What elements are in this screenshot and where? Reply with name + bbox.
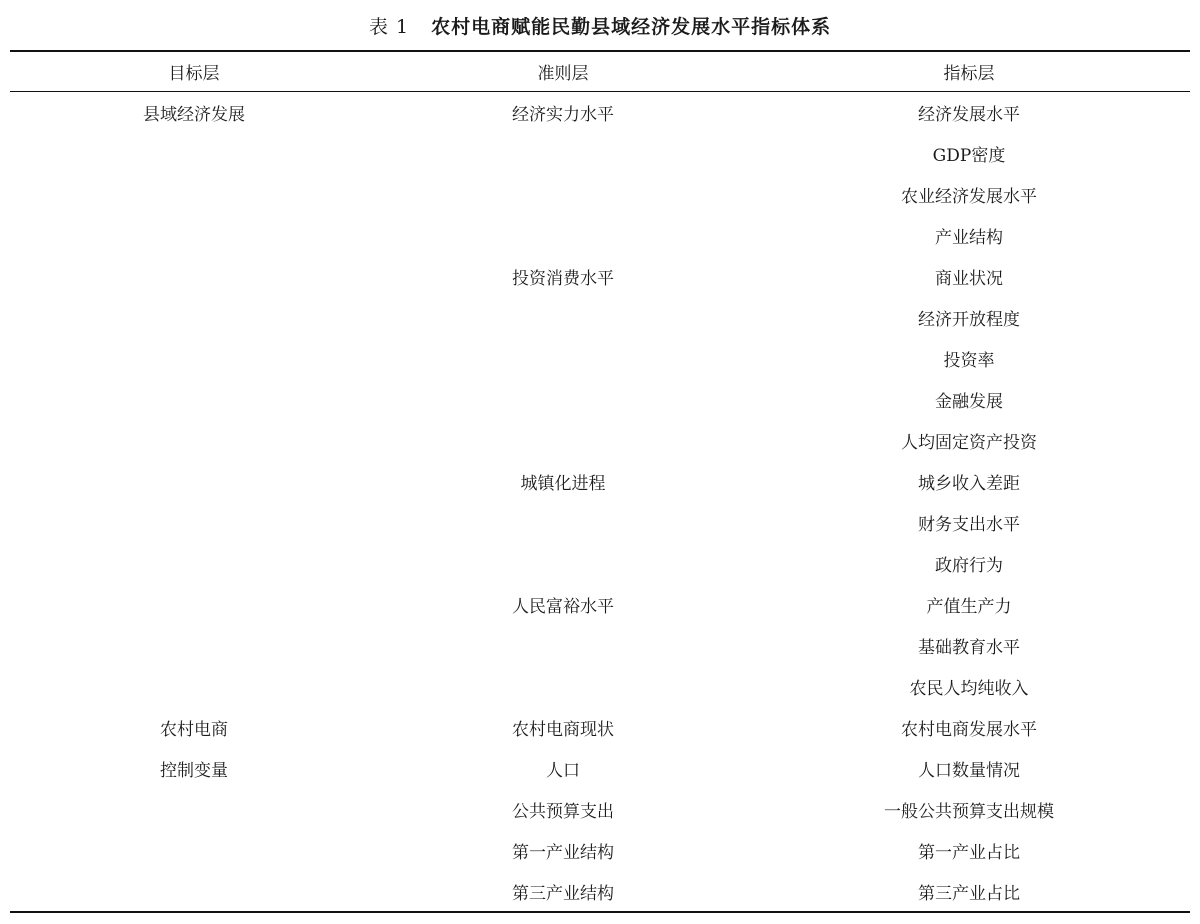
table-row <box>10 666 1190 707</box>
header-target-layer: 目标层 <box>168 64 220 84</box>
indicator-layer-cell: 第一产业占比 <box>918 843 1020 863</box>
target-layer-cell <box>10 502 378 543</box>
indicator-layer-cell: 政府行为 <box>935 556 1003 576</box>
target-layer-cell <box>10 215 378 256</box>
table-row <box>10 707 1190 748</box>
table-row <box>10 625 1190 666</box>
table-row <box>10 543 1190 584</box>
criteria-layer-cell: 经济实力水平 <box>512 105 614 125</box>
table-row <box>10 584 1190 625</box>
table-title: 农村电商赋能民勤县域经济发展水平指标体系 <box>431 16 832 38</box>
table-row <box>10 871 1190 912</box>
indicator-layer-cell: 金融发展 <box>935 392 1003 412</box>
table-row <box>10 256 1190 297</box>
table-row <box>10 379 1190 420</box>
criteria-layer-cell: 第一产业结构 <box>512 843 614 863</box>
indicator-layer-cell: 产值生产力 <box>926 597 1012 617</box>
target-layer-cell: 控制变量 <box>160 761 228 781</box>
criteria-layer-cell <box>378 215 748 256</box>
table-row <box>10 338 1190 379</box>
criteria-layer-cell <box>378 297 748 338</box>
indicator-layer-cell: 人均固定资产投资 <box>901 433 1037 453</box>
target-layer-cell <box>10 297 378 338</box>
criteria-layer-cell: 农村电商现状 <box>512 720 614 740</box>
target-layer-cell <box>10 584 378 625</box>
indicator-layer-cell: 商业状况 <box>935 269 1003 289</box>
criteria-layer-cell <box>378 338 748 379</box>
target-layer-cell: 县域经济发展 <box>143 105 245 125</box>
indicator-layer-cell: 财务支出水平 <box>918 515 1020 535</box>
indicator-layer-cell: 经济开放程度 <box>918 310 1020 330</box>
criteria-layer-cell <box>378 174 748 215</box>
criteria-layer-cell <box>378 543 748 584</box>
target-layer-cell <box>10 174 378 215</box>
criteria-layer-cell: 城镇化进程 <box>520 474 606 494</box>
criteria-layer-cell: 公共预算支出 <box>512 802 614 822</box>
criteria-layer-cell <box>378 502 748 543</box>
target-layer-cell <box>10 461 378 502</box>
criteria-layer-cell: 人口 <box>546 761 580 781</box>
criteria-layer-cell <box>378 625 748 666</box>
indicator-layer-cell: 经济发展水平 <box>918 105 1020 125</box>
indicator-layer-cell: 第三产业占比 <box>918 884 1020 904</box>
target-layer-cell <box>10 256 378 297</box>
table-row <box>10 420 1190 461</box>
indicator-layer-cell: 投资率 <box>943 351 995 371</box>
target-layer-cell <box>10 420 378 461</box>
indicator-layer-cell: 一般公共预算支出规模 <box>884 802 1054 822</box>
table-row <box>10 92 1190 133</box>
target-layer-cell <box>10 338 378 379</box>
header-criteria-layer: 准则层 <box>537 64 589 84</box>
criteria-layer-cell: 投资消费水平 <box>512 269 614 289</box>
table-row <box>10 502 1190 543</box>
indicator-layer-cell: GDP密度 <box>932 146 1006 166</box>
indicator-layer-cell: 农村电商发展水平 <box>901 720 1037 740</box>
target-layer-cell <box>10 871 378 912</box>
target-layer-cell <box>10 543 378 584</box>
indicator-layer-cell: 农业经济发展水平 <box>901 187 1037 207</box>
indicator-layer-cell: 基础教育水平 <box>918 638 1020 658</box>
table-bottom-rule <box>10 911 1190 913</box>
table-row <box>10 297 1190 338</box>
indicator-layer-cell: 农民人均纯收入 <box>909 679 1029 699</box>
criteria-layer-cell: 第三产业结构 <box>512 884 614 904</box>
table-row <box>10 748 1190 789</box>
target-layer-cell <box>10 666 378 707</box>
table-row <box>10 461 1190 502</box>
criteria-layer-cell <box>378 666 748 707</box>
table-row <box>10 133 1190 174</box>
table-row <box>10 174 1190 215</box>
criteria-layer-cell <box>378 133 748 174</box>
target-layer-cell <box>10 789 378 830</box>
indicator-layer-cell: 城乡收入差距 <box>918 474 1020 494</box>
criteria-layer-cell <box>378 379 748 420</box>
table-number: 表 1 <box>368 16 410 38</box>
criteria-layer-cell: 人民富裕水平 <box>512 597 614 617</box>
table-row <box>10 789 1190 830</box>
indicator-layer-cell: 人口数量情况 <box>918 761 1020 781</box>
target-layer-cell <box>10 830 378 871</box>
target-layer-cell <box>10 625 378 666</box>
table-caption <box>0 14 1200 40</box>
target-layer-cell <box>10 133 378 174</box>
indicator-layer-cell: 产业结构 <box>935 228 1003 248</box>
table-row <box>10 830 1190 871</box>
table-row <box>10 215 1190 256</box>
target-layer-cell <box>10 379 378 420</box>
header-indicator-layer: 指标层 <box>943 64 995 84</box>
target-layer-cell: 农村电商 <box>160 720 228 740</box>
criteria-layer-cell <box>378 420 748 461</box>
table-header-row <box>10 52 1190 91</box>
